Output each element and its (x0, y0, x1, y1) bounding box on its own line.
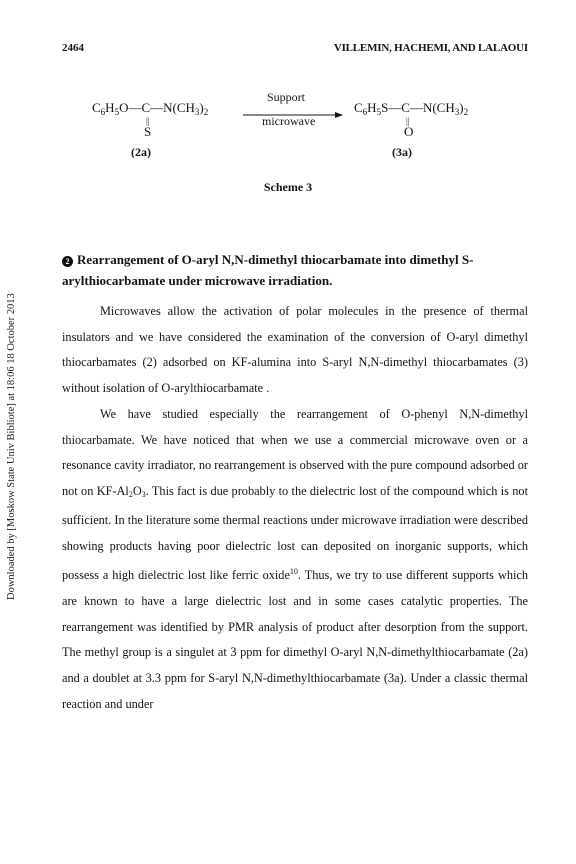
product-formula: $C_6H_5S—C—N(CH_3)_2$ (354, 100, 469, 117)
numbered-bullet-icon: 2 (62, 256, 73, 267)
product-oxygen: O (404, 124, 414, 139)
reactant-label: (2a) (131, 145, 151, 159)
paragraph-2: We have studied especially the rearrangement of O-phenyl N,N-dimethyl thiocarbamate. We have noticed that when we use a commercial microwave oven or a resonance cavity irradiator, no rearrangement is observed with the pure compound adsorbed or not on KF-Al2O3. This fact is due probably to the dielectric lost of the compound which is not sufficient. In the literature some thermal reactions under microwave irradiation were described showing products having poor dielectric lost can deposited on inorganic supports, which possess a high dielectric lost like ferric oxide$^{10}$. Thus, we try to use different supports which are known to have a large dielectric lost and in some cases catalytic properties. The rearrangement was identified by PMR analysis of product after desorption from the support. The methyl group is a singulet at 3 ppm for dimethyl O-aryl N,N-dimethylthiocarbamate (2a) and a doublet at 3.3 ppm for S-aryl N,N-dimethylthiocarbamate (3a). Under a classic thermal reaction and under (62, 407, 528, 711)
page-header (62, 42, 528, 58)
product-double-bond: || (406, 116, 410, 126)
condition-microwave: microwave (262, 114, 316, 128)
reference-10[interactable]: 10 (289, 567, 298, 577)
reactant-sulfur: S (144, 124, 152, 139)
product-label: (3a) (392, 145, 412, 159)
paragraph-1: Microwaves allow the activation of polar molecules in the presence of thermal insulators and we have considered the examination of the conversion of O-aryl dimethyl thiocarbamates (2) adsorbed on KF-alumina into S-aryl N,N-dimethyl thiocarbamates (3) without isolation of O-arylthiocarbamate . (62, 304, 528, 396)
section-heading (62, 249, 528, 291)
reactant-formula: $C_6H_5O—C—N(CH_3)_2$ (92, 100, 209, 117)
condition-support: Support (267, 90, 306, 104)
download-notice: Downloaded by [Moskow State Univ Bibliote] at 18:06 18 October 2013 (6, 293, 17, 600)
page-number: 2464 (62, 42, 84, 54)
section-heading-text: Rearrangement of O-aryl N,N-dimethyl thiocarbamate into dimethyl S-arylthiocarbamate under microwave irradiation. (62, 252, 474, 288)
reactant-double-bond: || (146, 116, 150, 126)
scheme-title: Scheme 3 (263, 180, 313, 194)
running-head: VILLEMIN, HACHEMI, AND LALAOUI (333, 42, 528, 54)
